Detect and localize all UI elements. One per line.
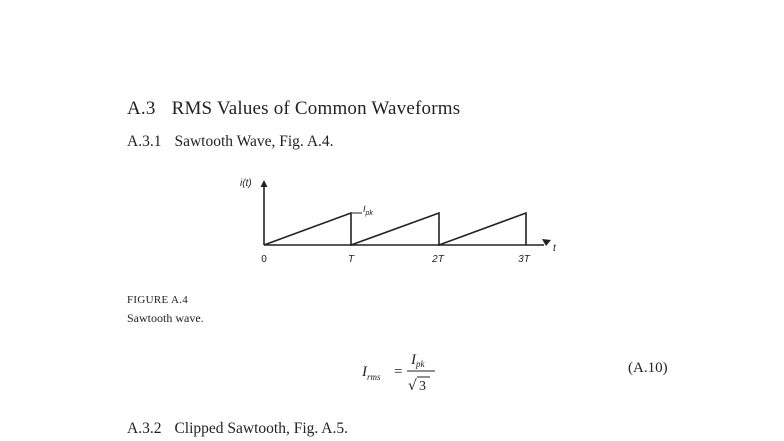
subsection-title: Sawtooth Wave, Fig. A.4. xyxy=(174,133,334,150)
peak-label-sub: pk xyxy=(365,210,373,217)
tick-label-2T: 2T xyxy=(432,254,444,265)
section-number: A.3 xyxy=(127,98,156,119)
equation-lhs: $I_{rms}$ xyxy=(362,364,381,382)
subsection-number: A.3.1 xyxy=(127,133,162,150)
tick-label-3T: 3T xyxy=(518,254,530,265)
tick-label-0: 0 xyxy=(261,254,267,265)
equation-numerator-sub: pk xyxy=(416,359,425,369)
y-axis-arrow xyxy=(261,180,268,187)
equation-graphic xyxy=(360,346,460,398)
tick-label-T: T xyxy=(347,254,355,265)
section-title: RMS Values of Common Waveforms xyxy=(171,98,461,119)
subsection-heading-sawtooth xyxy=(127,133,334,151)
subsection-title: Clipped Sawtooth, Fig. A.5. xyxy=(174,420,348,437)
rms-equation xyxy=(360,346,460,398)
figure-caption: Sawtooth wave. xyxy=(127,311,204,325)
sawtooth-figure xyxy=(230,172,570,272)
equation-lhs-sub: rms xyxy=(367,372,381,382)
section-heading xyxy=(127,98,460,120)
equation-equals: = xyxy=(394,364,403,380)
equation-number: (A.10) xyxy=(628,360,668,376)
peak-label: $I_{pk}$ xyxy=(363,204,373,217)
y-axis-label: i(t) xyxy=(240,178,252,189)
equation-denominator: 3 xyxy=(419,379,426,394)
subsection-number: A.3.2 xyxy=(127,420,162,437)
subsection-heading-clipped xyxy=(127,420,348,438)
figure-label: FIGURE A.4 xyxy=(127,294,189,306)
equation-numerator: $I_{pk}$ xyxy=(411,352,425,369)
equation-sqrt: √ xyxy=(408,378,417,394)
sawtooth-diagram xyxy=(230,172,570,272)
x-axis-label: t xyxy=(553,243,556,254)
sawtooth-waveform xyxy=(264,213,526,245)
